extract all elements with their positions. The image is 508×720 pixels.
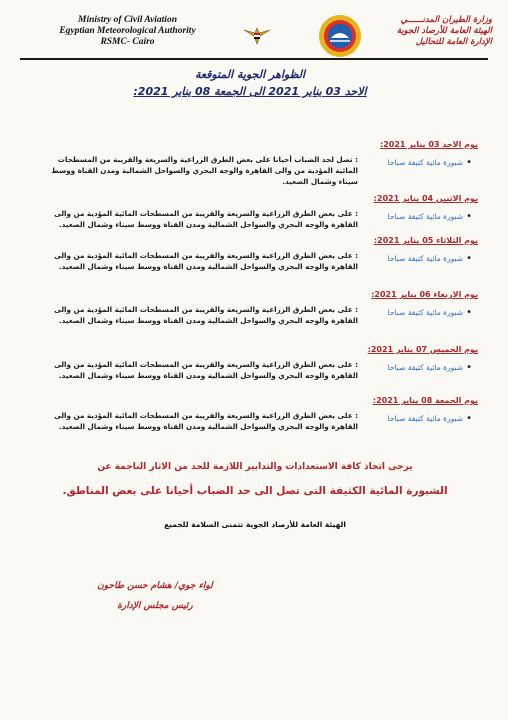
phenomenon [362,253,472,264]
advisory-line-2: الشبورة المائية الكثيفة التى تصل الى حد الضباب أحيانا على بعض المناطق. [62,485,448,497]
day-heading: يوم الثلاثاء 05 يناير 2021: [373,236,478,245]
bullet-icon: • [466,362,472,373]
authority-name: Egyptian Meteorological Authority [59,26,196,36]
authority-name-ar: الهيئة العامة للأرصاد الجوية [396,26,492,36]
signatory-name: لواء جوي/ هشام حسن طاحون [97,581,213,591]
phenomenon [362,413,472,424]
header-divider [20,58,488,60]
day-description: : على بعض الطرق الزراعية والسريعة والقريبة من المسطحات المائية المؤدية من والى القاهرة والوجه البحري والسواحل الشمالية ومدن القناة ووسط سيناء وشمال الصعيد. [54,411,358,431]
day-description: : على بعض الطرق الزراعية والسريعة والقريبة من المسطحات المائية المؤدية من والى القاهرة والوجه البحري والسواحل الشمالية ومدن القناة ووسط سيناء وشمال الصعيد. [54,305,358,325]
phenomenon-label: شبورة مائية كثيفة صباحا [387,212,464,221]
bullet-icon: • [466,157,472,168]
bullet-icon: • [466,413,472,424]
phenomenon [362,307,472,318]
department-name-ar: الإدارة العامة للتحاليل [415,37,492,47]
forecast-period: الاحد 03 يناير 2021 الى الجمعة 08 يناير 2021: [133,85,367,98]
day-description: : على بعض الطرق الزراعية والسريعة والقريبة من المسطحات المائية المؤدية من والى القاهرة والوجه البحري والسواحل الشمالية ومدن القناة ووسط سيناء وشمال الصعيد. [54,251,358,271]
day-heading: يوم الجمعة 08 يناير 2021: [372,396,478,405]
day-heading: يوم الاثنين 04 يناير 2021: [373,194,478,203]
phenomenon-label: شبورة مائية كثيفة صباحا [387,158,464,167]
ministry-name-ar: وزارة الطيران المدنــــــي [400,15,492,25]
phenomenon-label: شبورة مائية كثيفة صباحا [387,254,464,263]
day-description: : على بعض الطرق الزراعية والسريعة والقريبة من المسطحات المائية المؤدية من والى القاهرة والوجه البحري والسواحل الشمالية ومدن القناة ووسط سيناء وشمال الصعيد. [54,360,358,380]
forecast-title: الظواهر الجوية المتوقعة [194,68,306,81]
safety-wish: الهيئة العامة للأرصاد الجوية تتمنى السلامة للجميع [164,520,346,529]
day-heading: يوم الاربعاء 06 يناير 2021: [371,290,478,299]
phenomenon [362,362,472,373]
bullet-icon: • [466,253,472,264]
phenomenon-label: شبورة مائية كثيفة صباحا [387,414,464,423]
phenomenon-label: شبورة مائية كثيفة صباحا [387,308,464,317]
bullet-icon: • [466,307,472,318]
header-arabic [337,15,492,48]
phenomenon [362,211,472,222]
bullet-icon: • [466,211,472,222]
phenomenon-label: شبورة مائية كثيفة صباحا [387,363,464,372]
ministry-name: Ministry of Civil Aviation [78,15,177,25]
signatory-title: رئيس مجلس الإدارة [117,601,193,611]
advisory-line-1: يرجى اتخاذ كافة الاستعدادات والتدابير اللازمة للحد من الاثار الناجمة عن [97,462,413,472]
day-heading: يوم الخميس 07 يناير 2021: [367,345,478,354]
header-english [40,15,215,48]
day-heading: يوم الاحد 03 يناير 2021: [380,140,478,149]
eagle-emblem-icon [242,18,272,48]
day-description: : على بعض الطرق الزراعية والسريعة والقريبة من المسطحات المائية المؤدية من والى القاهرة والوجه البحري والسواحل الشمالية ومدن القناة ووسط سيناء وشمال الصعيد. [54,209,358,229]
day-description: : تصل لحد الضباب أحيانا على بعض الطرق الزراعية والسريعة والقريبة من المسطحات المائية المؤدية من والى القاهرة والوجه البحري والسواحل الشمالية ومدن القناة ووسط سيناء وشمال الصعيد. [51,155,358,186]
center-name: RSMC- Cairo [100,37,155,47]
phenomenon [362,157,472,168]
